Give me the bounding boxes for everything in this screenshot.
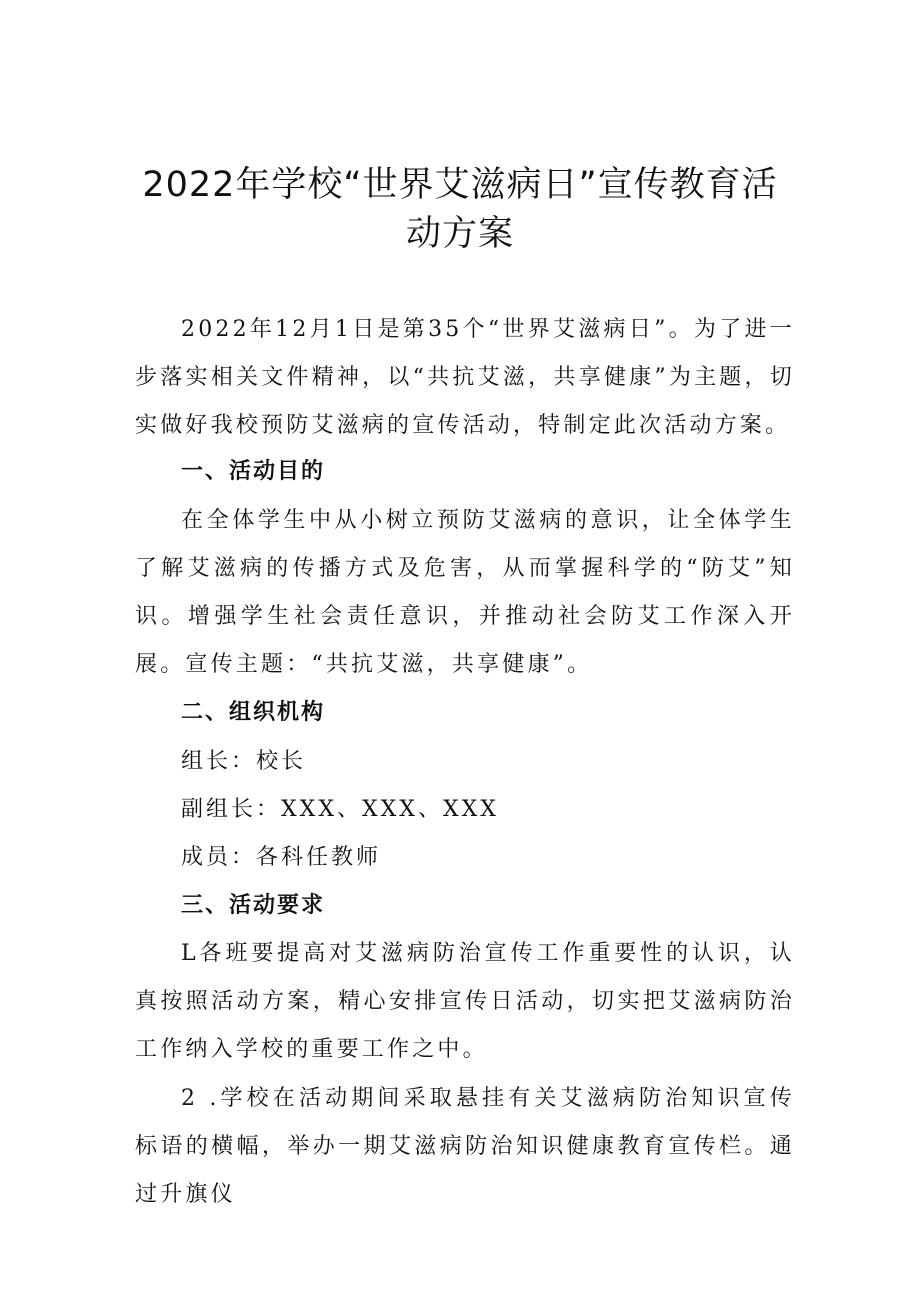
section-2-heading: 二、组织机构 <box>181 700 326 725</box>
section-1-heading: 一、活动目的 <box>181 459 326 484</box>
members-line: 成员：各科任教师 <box>181 845 382 870</box>
requirement-item-2: 2 .学校在活动期间采取悬挂有关艾滋病防治知识宣传标语的横幅，举办一期艾滋病防治知识健康教育宣传栏。通过升旗仪 <box>135 1086 795 1207</box>
section-1-paragraph: 在全体学生中从小树立预防艾滋病的意识，让全体学生了解艾滋病的传播方式及危害，从而掌握科学的“防艾”知识。增强学生社会责任意识，并推动社会防艾工作深入开展。宣传主题：“共抗艾滋，共享健康”。 <box>135 508 795 677</box>
intro-paragraph: 2022年12月1日是第35个“世界艾滋病日”。为了进一步落实相关文件精神，以“共抗艾滋，共享健康”为主题，切实做好我校预防艾滋病的宣传活动，特制定此次活动方案。 <box>135 317 795 438</box>
requirement-item-1: L各班要提高对艾滋病防治宣传工作重要性的认识，认真按照活动方案，精心安排宣传日活动，切实把艾滋病防治工作纳入学校的重要工作之中。 <box>135 941 795 1062</box>
document-title-line-2: 动方案 <box>405 214 514 254</box>
section-3-heading: 三、活动要求 <box>181 893 326 918</box>
document-title-line-1: 2022年学校“世界艾滋病日”宣传教育活 <box>142 165 778 205</box>
deputy-leader-line: 副组长：XXX、XXX、XXX <box>181 797 499 822</box>
leader-line: 组长：校长 <box>181 749 307 774</box>
